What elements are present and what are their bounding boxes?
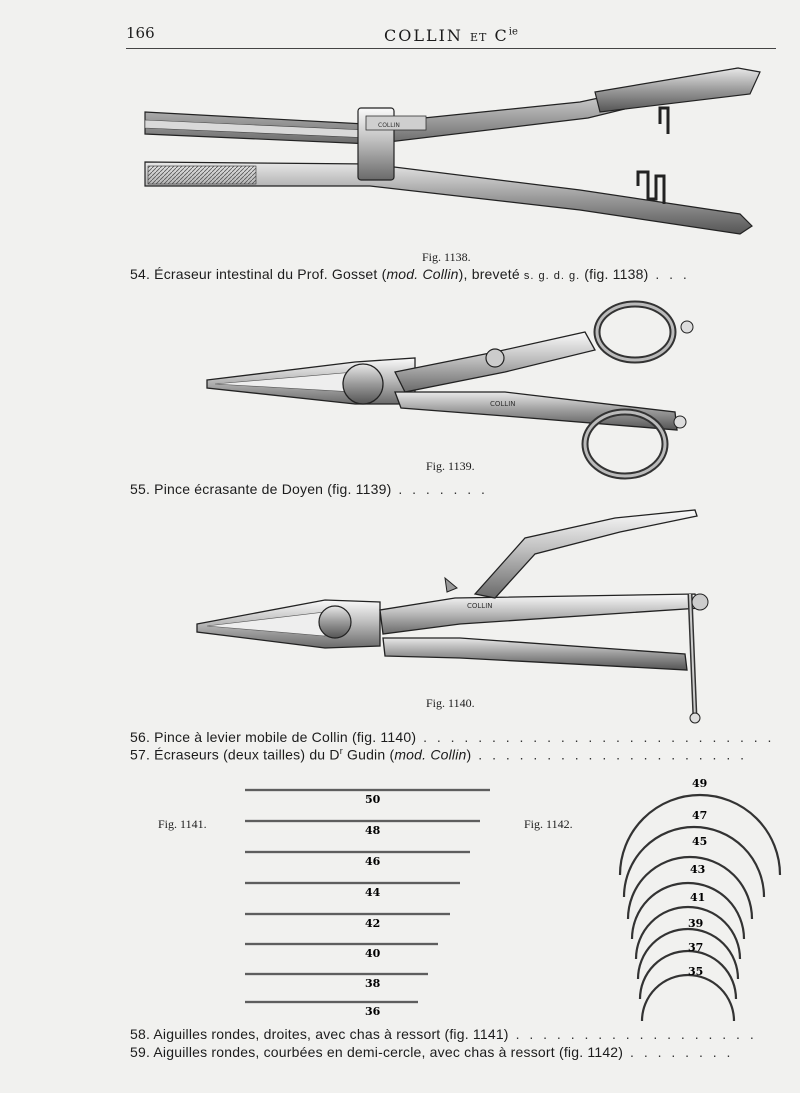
fig-1140-caption: Fig. 1140.: [426, 696, 475, 710]
page-number: 166: [126, 24, 155, 42]
running-title-et: ET: [470, 31, 488, 44]
item-text-3: (fig. 1138): [580, 266, 649, 282]
straight-needle-38: [245, 974, 428, 990]
running-title-name: COLLIN: [384, 26, 463, 45]
item-number: 57.: [130, 746, 151, 763]
item-leaders: . . . . . . . .: [623, 1044, 734, 1060]
running-title-co-sup: ie: [508, 26, 518, 38]
page-header: [0, 0, 800, 60]
catalog-item-59: [130, 1044, 733, 1060]
straight-needle-40: [245, 944, 438, 960]
needle-gauge-label: 50: [365, 793, 381, 806]
item-leaders: . . .: [648, 266, 690, 282]
item-text-italic: mod. Collin: [386, 266, 459, 282]
fig-1142-illustration: [612, 775, 787, 1025]
needle-gauge-label: 46: [365, 855, 381, 868]
needle-gauge-label: 38: [365, 977, 381, 990]
fig-1140-stamp: COLLIN: [467, 602, 493, 610]
running-title: [384, 26, 518, 45]
straight-needle-46: [245, 852, 470, 868]
item-text: Pince à levier mobile de Collin (fig. 1140): [154, 729, 417, 745]
curved-needle-43: [632, 883, 744, 939]
needle-gauge-label: 40: [365, 947, 381, 960]
needle-gauge-label: 43: [690, 863, 706, 876]
fig-1140-illustration: [195, 508, 715, 723]
fig-1139-stamp: COLLIN: [490, 400, 516, 408]
needle-gauge-label: 44: [365, 886, 381, 899]
item-text: Écraseur intestinal du Prof. Gosset (: [154, 266, 387, 282]
straight-needle-42: [245, 914, 450, 930]
item-text-italic: mod. Collin: [394, 746, 467, 763]
item-leaders: . . . . . . . . . . . . . . . . . .: [508, 1026, 757, 1042]
fig-1138-stamp: COLLIN: [378, 122, 400, 129]
straight-needle-36: [245, 1002, 418, 1018]
running-title-co: C: [494, 26, 509, 45]
needle-gauge-label: 41: [690, 891, 706, 904]
item-text-3: ): [466, 746, 472, 763]
needle-gauge-label: 45: [692, 835, 708, 848]
item-number: 59.: [130, 1044, 151, 1060]
fig-1139-illustration: [205, 292, 705, 487]
item-text-2: Gudin (: [342, 746, 395, 763]
item-number: 58.: [130, 1026, 151, 1042]
fig-1138-caption: Fig. 1138.: [422, 250, 471, 264]
item-text: Aiguilles rondes, courbées en demi-cercle, avec chas à ressort (fig. 1142): [153, 1044, 624, 1060]
straight-needle-44: [245, 883, 460, 899]
item-number: 55.: [130, 481, 151, 497]
item-text: Aiguilles rondes, droites, avec chas à ressort (fig. 1141): [153, 1026, 509, 1042]
catalog-item-58: [130, 1026, 757, 1042]
needle-gauge-label: 49: [692, 777, 708, 790]
needle-gauge-label: 47: [692, 809, 708, 822]
catalog-item-55: [130, 481, 488, 497]
needle-gauge-label: 48: [365, 824, 381, 837]
item-leaders: . . . . . . . . . . . . . . . . . . . . . . . . . .: [416, 729, 775, 745]
item-number: 56.: [130, 729, 151, 745]
fig-1138-illustration: [140, 64, 770, 254]
needle-gauge-label: 37: [688, 941, 704, 954]
item-text: Écraseurs (deux tailles) du D: [154, 746, 340, 763]
item-smallcaps: s. g. d. g.: [523, 270, 581, 282]
fig-1142-caption: Fig. 1142.: [524, 817, 573, 831]
item-text: Pince écrasante de Doyen (fig. 1139): [154, 481, 392, 497]
header-rule: [126, 48, 776, 49]
needle-gauge-label: 39: [688, 917, 704, 930]
item-leaders: . . . . . . . . . . . . . . . . . . . .: [471, 746, 748, 763]
item-sup: r: [339, 746, 343, 756]
item-leaders: . . . . . . .: [391, 481, 488, 497]
item-number: 54.: [130, 266, 151, 282]
straight-needle-50: [245, 790, 490, 806]
catalog-item-56: [130, 729, 774, 745]
needle-gauge-label: 35: [688, 965, 704, 978]
item-text-2: ), breveté: [458, 266, 524, 282]
catalog-item-57: [130, 746, 747, 763]
fig-1139-caption: Fig. 1139.: [426, 459, 475, 473]
fig-1141-illustration: [240, 785, 500, 1018]
straight-needle-48: [245, 821, 480, 837]
curved-needle-35: [642, 975, 734, 1021]
needle-gauge-label: 42: [365, 917, 381, 930]
needle-gauge-label: 36: [365, 1005, 381, 1018]
catalog-item-54: [130, 266, 690, 282]
fig-1141-caption: Fig. 1141.: [158, 817, 207, 831]
